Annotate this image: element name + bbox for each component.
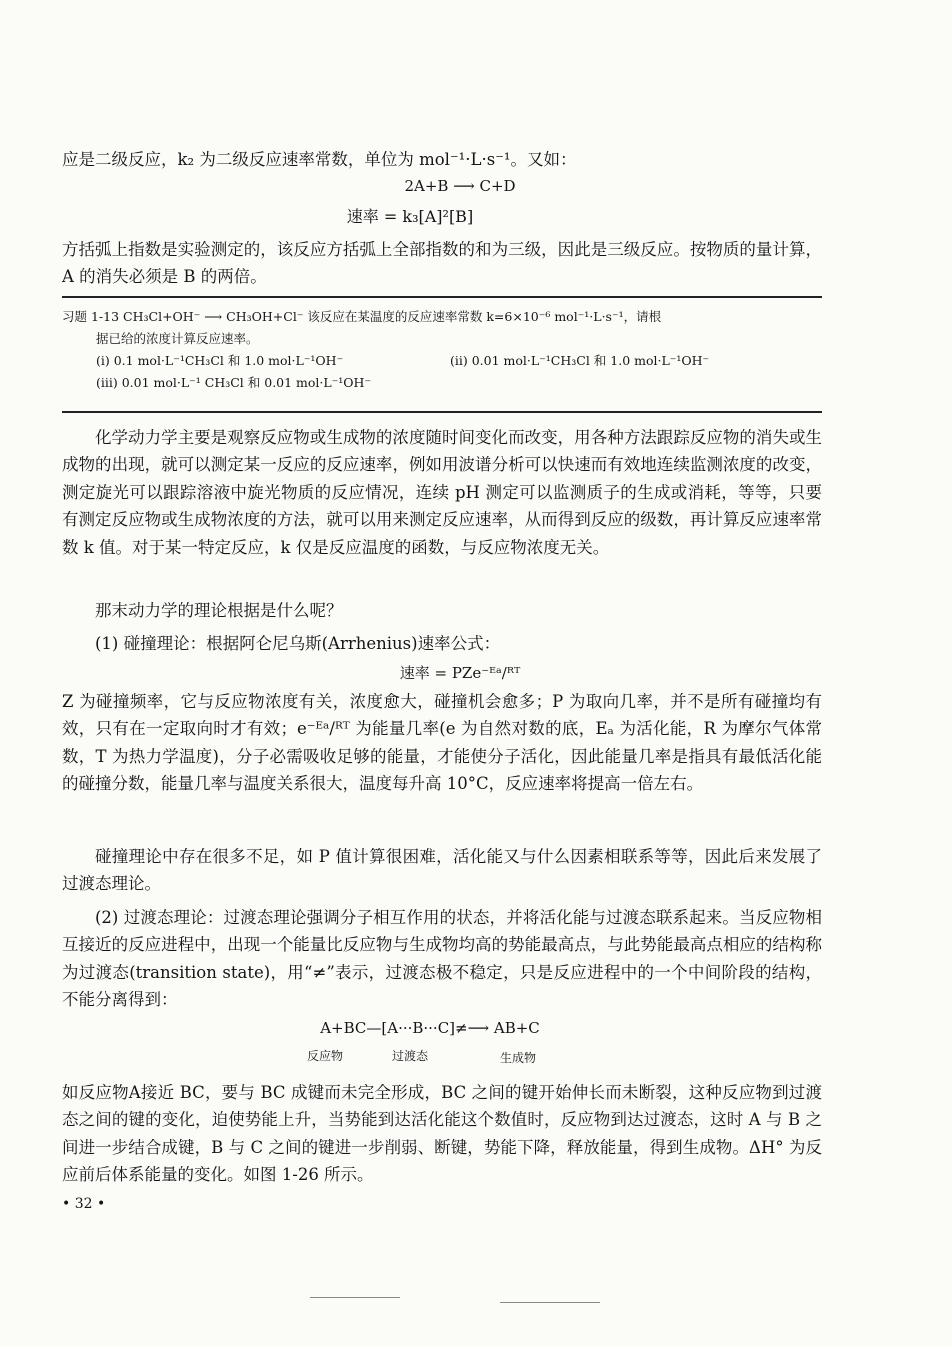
label-product: 生成物 [500,1051,537,1065]
exercise-item-i: (i) 0.1 mol·L⁻¹CH₃Cl 和 1.0 mol·L⁻¹OH⁻ [96,353,344,368]
exercise-item-iii: (iii) 0.01 mol·L⁻¹ CH₃Cl 和 0.01 mol·L⁻¹OH⁻ [96,375,372,390]
paragraph-bond-changes: 如反应物A接近 BC，要与 BC 成键而未完全形成，BC 之间的键开始伸长而未断裂，这种反应物到过渡态之间的键的变化，迫使势能上升，当势能到达活化能这个数值时，反应物到达过渡态，这时 A 与 B 之间进一步结合成键，B 与 C 之间的键进一步削弱、断键，势能下降，释放能量，得到生成物。ΔH° 为反应前后体系能量的变化。如图 1-26 所示。 [62,1083,822,1185]
exercise-bottom-rule [62,411,822,413]
label-transition-state: 过渡态 [392,1049,429,1063]
exercise-box [62,306,822,394]
scan-mark [310,1297,400,1298]
paragraph-third-order: 方括弧上指数是实验测定的，该反应方括弧上全部指数的和为三级，因此是三级反应。按物质的量计算，A 的消失必须是 B 的两倍。 [62,240,822,287]
paragraph-collision-explanation: Z 为碰撞频率，它与反应物浓度有关，浓度愈大，碰撞机会愈多；P 为取向几率，并不是所有碰撞均有效，只有在一定取向时才有效；e⁻ᴱᵃ/ᴿᵀ 为能量几率(e 为自然对数的底，Eₐ 为活化能，R 为摩尔气体常数，T 为热力学温度)，分子必需吸收足够的能量，才能使分子活化，因此能量几率是指具有最低活化能的碰撞分数，能量几率与温度关系很大，温度每升高 10°C，反应速率将提高一倍左右。 [62,692,822,794]
scan-mark [500,1302,600,1303]
equation-reaction: 2A+B ⟶ C+D [404,177,516,195]
exercise-top-rule [62,296,822,298]
paragraph-collision-limits: 碰撞理论中存在很多不足，如 P 值计算很困难，活化能又与什么因素相联系等等，因此后来发展了过渡态理论。 [62,847,822,894]
label-reactant: 反应物 [307,1049,344,1063]
paragraph-collision-theory: (1) 碰撞理论：根据阿仑尼乌斯(Arrhenius)速率公式： [95,634,501,653]
paragraph-rate-order: 应是二级反应，k₂ 为二级反应速率常数，单位为 mol⁻¹·L·s⁻¹。又如： [62,150,577,169]
exercise-line-2: 据已给的浓度计算反应速率。 [96,331,259,346]
exercise-line-1: 习题 1-13 CH₃Cl+OH⁻ ⟶ CH₃OH+Cl⁻ 该反应在某温度的反应速率常数 k=6×10⁻⁶ mol⁻¹·L·s⁻¹，请根 [62,309,662,324]
paragraph-transition-state: (2) 过渡态理论：过渡态理论强调分子相互作用的状态，并将活化能与过渡态联系起来。当反应物相互接近的反应进程中，出现一个能量比反应物与生成物均高的势能最高点，与此势能最高点相应的结构称为过渡态(transition state)，用“≠”表示，过渡态极不稳定，只是反应进程中的一个中间阶段的结构，不能分离得到： [62,908,822,1010]
equation-arrhenius: 速率 = PZe⁻ᴱᵃ/ᴿᵀ [399,664,521,682]
exercise-item-ii: (ii) 0.01 mol·L⁻¹CH₃Cl 和 1.0 mol·L⁻¹OH⁻ [450,353,710,368]
paragraph-question: 那末动力学的理论根据是什么呢？ [95,601,343,620]
equation-rate-law: 速率 = k₃[A]²[B] [346,207,474,226]
paragraph-kinetics-methods: 化学动力学主要是观察反应物或生成物的浓度随时间变化而改变，用各种方法跟踪反应物的消失或生成物的出现，就可以测定某一反应的反应速率，例如用波谱分析可以快速而有效地连续监测浓度的改变，测定旋光可以跟踪溶液中旋光物质的反应情况，连续 pH 测定可以监测质子的生成或消耗，等等，只要有测定反应物或生成物浓度的方法，就可以用来测定反应速率，从而得到反应的级数，再计算反应速率常数 k 值。对于某一特定反应，k 仅是反应温度的函数，与反应物浓度无关。 [62,428,822,557]
equation-transition-state: A+BC—[A···B···C]≠⟶ AB+C [320,1019,540,1037]
page-number: • 32 • [62,1196,106,1212]
